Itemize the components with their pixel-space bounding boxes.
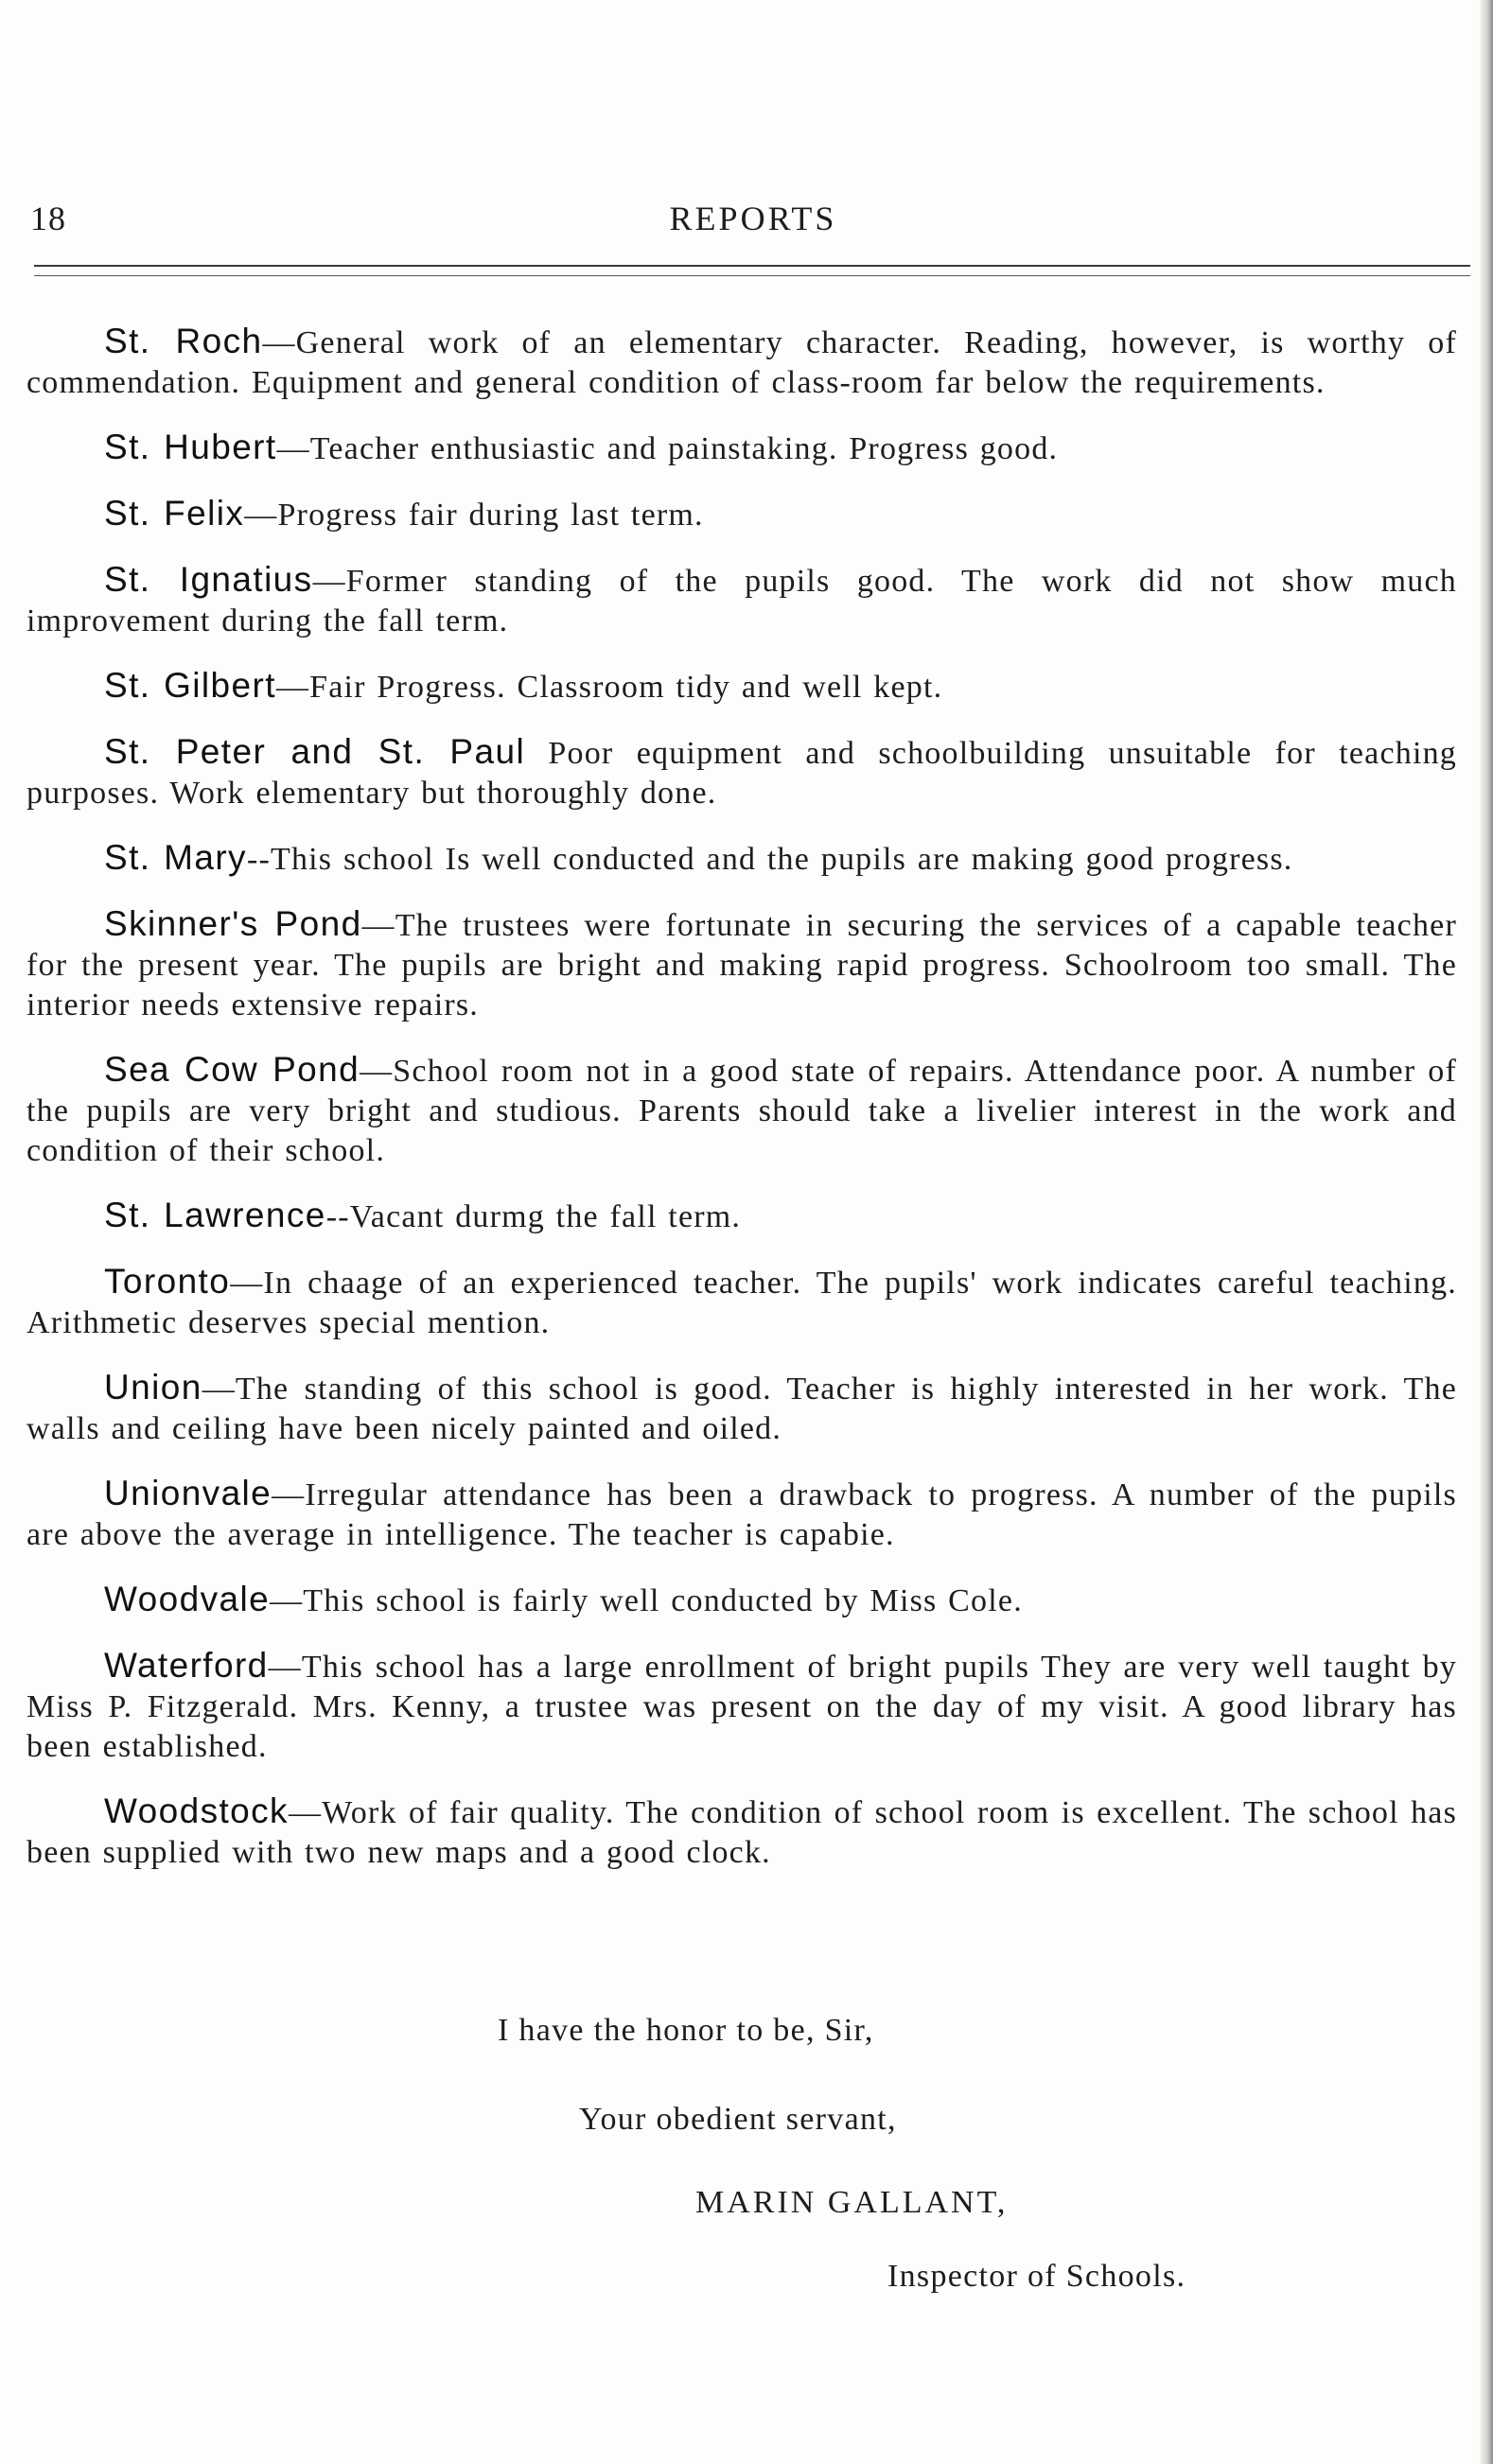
- report-text: —Teacher enthusiastic and painstaking. Progress good.: [276, 431, 1059, 466]
- report-entry: [26, 1580, 1457, 1621]
- school-name: St. Gilbert: [104, 666, 276, 705]
- valediction: Your obedient servant,: [579, 2102, 897, 2137]
- report-text: —Fair Progress. Classroom tidy and well kept.: [275, 670, 943, 705]
- report-entry: [26, 838, 1457, 880]
- report-text: Poor equipment and schoolbuilding unsuitable for teaching purposes. Work elementary but thoroughly done.: [26, 736, 1457, 811]
- report-text: —School room not in a good state of repairs. Attendance poor. A number of the pupils are very bright and studious. Parents should take a livelier interest in the work and condition of their school.: [26, 1054, 1458, 1168]
- report-entry: [26, 1791, 1457, 1873]
- report-entry: [26, 1646, 1457, 1767]
- report-text: —The standing of this school is good. Teacher is highly interested in her work. The walls and ceiling have been nicely painted and oiled.: [26, 1372, 1457, 1446]
- school-name: St. Hubert: [104, 428, 277, 466]
- report-text: —In chaage of an experienced teacher. The pupils' work indicates careful teaching. Arithmetic deserves special mention.: [26, 1266, 1457, 1340]
- report-text: —This school is fairly well conducted by Miss Cole.: [270, 1583, 1023, 1618]
- header-rule-bottom: [34, 275, 1470, 276]
- school-reports: [26, 322, 1457, 1897]
- page-header: [30, 199, 1476, 246]
- school-name: Unionvale: [104, 1474, 272, 1512]
- report-entry: [26, 666, 1457, 708]
- signer-title: Inspector of Schools.: [887, 2259, 1186, 2294]
- school-name: St. Felix: [104, 494, 245, 533]
- school-name: Woodstock: [104, 1791, 289, 1830]
- report-entry: [26, 1474, 1457, 1555]
- report-entry: [26, 1262, 1457, 1343]
- page-number: 18: [30, 200, 66, 237]
- school-name: Toronto: [104, 1262, 231, 1301]
- school-name: St. Lawrence: [104, 1196, 326, 1234]
- school-name: St. Roch: [104, 322, 263, 360]
- running-head: REPORTS: [669, 200, 837, 237]
- school-name: Woodvale: [104, 1580, 271, 1618]
- report-text: --This school Is well conducted and the pupils are making good progress.: [246, 842, 1293, 877]
- report-entry: [26, 494, 1457, 535]
- school-name: St. Ignatius: [104, 560, 313, 599]
- header-rule-top: [34, 265, 1470, 267]
- school-name: St. Peter and St. Paul: [104, 732, 526, 771]
- report-entry: [26, 732, 1457, 813]
- report-entry: [26, 428, 1457, 469]
- school-name: St. Mary: [104, 838, 247, 877]
- signature: MARIN GALLANT,: [695, 2185, 1009, 2220]
- school-name: Waterford: [104, 1646, 269, 1685]
- report-entry: [26, 322, 1457, 403]
- report-text: —Former standing of the pupils good. The work did not show much improvement during the fall term.: [26, 564, 1457, 638]
- report-text: —The trustees were fortunate in securing the services of a capable teacher for the present year. The pupils are bright and making rapid progress. Schoolroom too small. The interior needs extensive repairs.: [26, 908, 1457, 1022]
- report-entry: [26, 1368, 1457, 1449]
- report-entry: [26, 1196, 1457, 1237]
- report-entry: [26, 1050, 1457, 1171]
- school-name: Union: [104, 1368, 202, 1407]
- report-text: —General work of an elementary character. Reading, however, is worthy of commendation. Equipment and general condition of class-room far below the requirements.: [26, 325, 1457, 400]
- report-text: —Progress fair during last term.: [244, 498, 704, 533]
- salutation: I have the honor to be, Sir,: [498, 2013, 874, 2048]
- report-text: --Vacant durmg the fall term.: [325, 1199, 742, 1234]
- report-entry: [26, 904, 1457, 1025]
- report-text: —Irregular attendance has been a drawback to progress. A number of the pupils are above the average in intelligence. The teacher is capabie.: [26, 1477, 1457, 1552]
- book-spine-shadow: [1480, 0, 1493, 2464]
- school-name: Skinner's Pond: [104, 904, 362, 943]
- report-entry: [26, 560, 1457, 641]
- school-name: Sea Cow Pond: [104, 1050, 360, 1089]
- report-text: —This school has a large enrollment of bright pupils They are very well taught by Miss P. Fitzgerald. Mrs. Kenny, a trustee was present on the day of my visit. A good library has been established.: [26, 1650, 1457, 1764]
- report-text: —Work of fair quality. The condition of school room is excellent. The school has been supplied with two new maps and a good clock.: [26, 1795, 1457, 1870]
